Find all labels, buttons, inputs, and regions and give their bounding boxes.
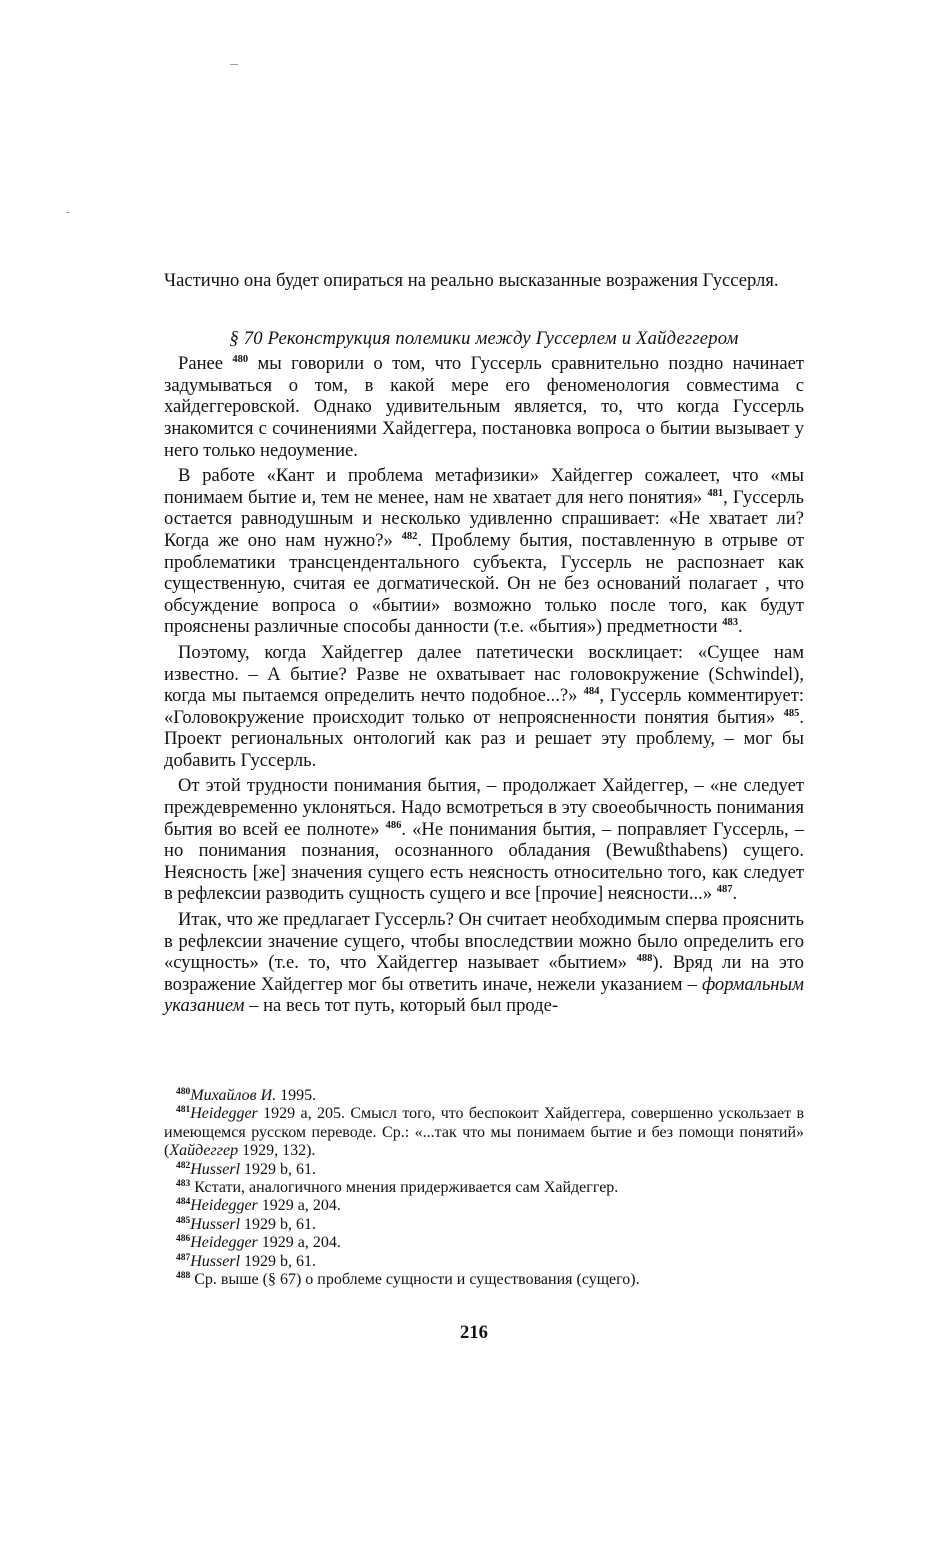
lead-text: Частично она будет опираться на реально высказанные возражения Гуссерля. (164, 270, 779, 291)
text: . (732, 883, 738, 905)
text: , Гуссерль остается равнодушным и несколько удивленно спрашивает: «Не хватает ли? Когда же оно нам нужно?» (164, 486, 804, 551)
text: . «Не понимания бытия, – поправляет Гуссерль, – но понимания познания, осознанного обладания (Bewußthabens) сущего. Неясность [же] значения сущего есть неясность относительно того, как следует в рефлексии разводить сущность сущего и все [прочие] неясности...» (164, 818, 804, 905)
footnote-text: 1929 b, 61. (240, 1215, 317, 1233)
footnote-ref[interactable]: 488 (636, 953, 653, 965)
footnote-author: Husserl (190, 1252, 241, 1270)
footnote-text: 1929 a, 205. Смысл того, что беспокоит Хайдеггера, совершенно ускользает в имеющемся русском переводе. Ср.: «...так что мы понимаем бытие и без помощи понятий» ( (164, 1105, 804, 1160)
footnote-486 (164, 1234, 804, 1252)
footnote-480 (164, 1087, 804, 1105)
footnote-text: 1929 a, 204. (257, 1234, 341, 1252)
footnote-483 (164, 1179, 804, 1197)
scan-mark-top (230, 64, 238, 65)
emphasis: формальным указанием (164, 973, 804, 1017)
lead-paragraph (164, 270, 804, 292)
footnote-text: Кстати, аналогичного мнения придерживается сам Хайдеггер. (190, 1179, 619, 1197)
footnote-481 (164, 1105, 804, 1160)
footnote-ref[interactable]: 486 (385, 819, 402, 831)
footnote-ref[interactable]: 480 (232, 354, 249, 366)
text: мы говорили о том, что Гуссерль сравнительно поздно начинает задумываться о том, в какой мере его феноменология совместима с хайдеггеровской. Однако удивительным является, то, что когда Гуссерль знакомится с сочинениями Хайдеггера, постановка вопроса о бытии вызывает у него только недоумение. (164, 353, 804, 461)
footnote-text: 1929 a, 204. (257, 1197, 341, 1215)
footnote-482 (164, 1161, 804, 1179)
footnote-number: 483 (176, 1179, 191, 1190)
text: . Проблему бытия, поставленную в отрыве от проблематики трансцендентального субъекта, Гуссерль не распознает как существенную, считая ее догматической. Он не без оснований полагает , что обсуждение вопроса о «бытии» возможно только после того, как будут прояснены различные способы данности (т.е. «бытия») предметности (164, 529, 804, 638)
footnotes (164, 1087, 804, 1289)
footnote-number: 486 (176, 1234, 191, 1245)
text: . (738, 616, 743, 638)
footnote-484 (164, 1197, 804, 1215)
text: , Гуссерль комментирует: «Головокружение происходит только от непроясненности понятия бытия» (164, 685, 804, 728)
paragraph-1 (164, 353, 804, 461)
footnote-author: Михайлов И. (190, 1087, 277, 1104)
footnote-ref[interactable]: 484 (583, 686, 600, 698)
footnote-number: 487 (176, 1252, 191, 1263)
footnote-ref[interactable]: 481 (707, 487, 724, 499)
main-text (164, 270, 804, 1021)
footnote-number: 488 (176, 1271, 191, 1282)
footnote-number: 480 (176, 1087, 191, 1097)
footnote-number: 485 (176, 1215, 191, 1226)
footnote-number: 481 (176, 1105, 191, 1116)
page-number: 216 (460, 1322, 488, 1343)
footnote-text: 1929, 132). (238, 1142, 316, 1160)
footnote-ref[interactable]: 482 (401, 530, 418, 542)
footnote-text: 1929 b, 61. (240, 1160, 317, 1178)
section-heading: § 70 Реконструкция полемики между Гуссерлем и Хайдеггером (229, 327, 739, 349)
text: От этой трудности понимания бытия, – продолжает Хайдеггер, – «не следует преждевременно уклоняться. Надо всмотреться в эту своеобычность понимания бытия во всей ее полноте» (164, 775, 804, 840)
footnote-text: 1929 b, 61. (240, 1252, 317, 1270)
text: . Проект региональных онтологий как раз и решает эту проблему, – мог бы добавить Гуссерль. (164, 706, 804, 771)
footnote-author: Husserl (190, 1215, 241, 1233)
scan-mark-left (66, 212, 69, 213)
footnote-author: Husserl (190, 1160, 241, 1178)
paragraph-5 (164, 909, 804, 1017)
footnote-text: 1995. (276, 1087, 317, 1104)
footnote-ref[interactable]: 485 (783, 707, 800, 719)
text: Поэтому, когда Хайдеггер далее патетически восклицает: «Сущее нам известно. – А бытие? Разве не охватывает нас головокружение (Schwindel), когда мы пытаемся определить нечто подобное...?» (164, 641, 804, 707)
footnote-author: Heidegger (190, 1234, 258, 1252)
paragraph-4 (164, 775, 804, 905)
footnote-number: 482 (176, 1160, 191, 1171)
text: Ранее (178, 353, 233, 375)
text: Итак, что же предлагает Гуссерль? Он считает необходимым сперва прояснить в рефлексии значение сущего, чтобы впоследствии можно было определить его «сущность» (т.е. то, что Хайдеггер называет «бытием» (164, 909, 804, 974)
footnote-author: Heidegger (190, 1105, 258, 1123)
text: – на весь тот путь, который был проде- (244, 995, 559, 1017)
paragraph-2 (164, 465, 804, 638)
footnote-485 (164, 1216, 804, 1234)
footnote-488 (164, 1271, 804, 1289)
text: В работе «Кант и проблема метафизики» Хайдеггер сожалеет, что «мы понимаем бытие и, тем не менее, нам не хватает для него понятия» (164, 465, 804, 508)
footnote-number: 484 (176, 1197, 191, 1208)
footnote-text: Ср. выше (§ 67) о проблеме сущности и существования (сущего). (190, 1271, 640, 1289)
footnote-author: Heidegger (190, 1197, 258, 1215)
footnote-ref[interactable]: 487 (716, 884, 733, 896)
text: ). Вряд ли на это возражение Хайдеггер мог бы ответить иначе, нежели указанием – (164, 952, 804, 995)
footnote-author: Хайдеггер (169, 1142, 239, 1160)
paragraph-3 (164, 642, 804, 772)
footnote-487 (164, 1253, 804, 1271)
footnote-ref[interactable]: 483 (722, 617, 739, 629)
